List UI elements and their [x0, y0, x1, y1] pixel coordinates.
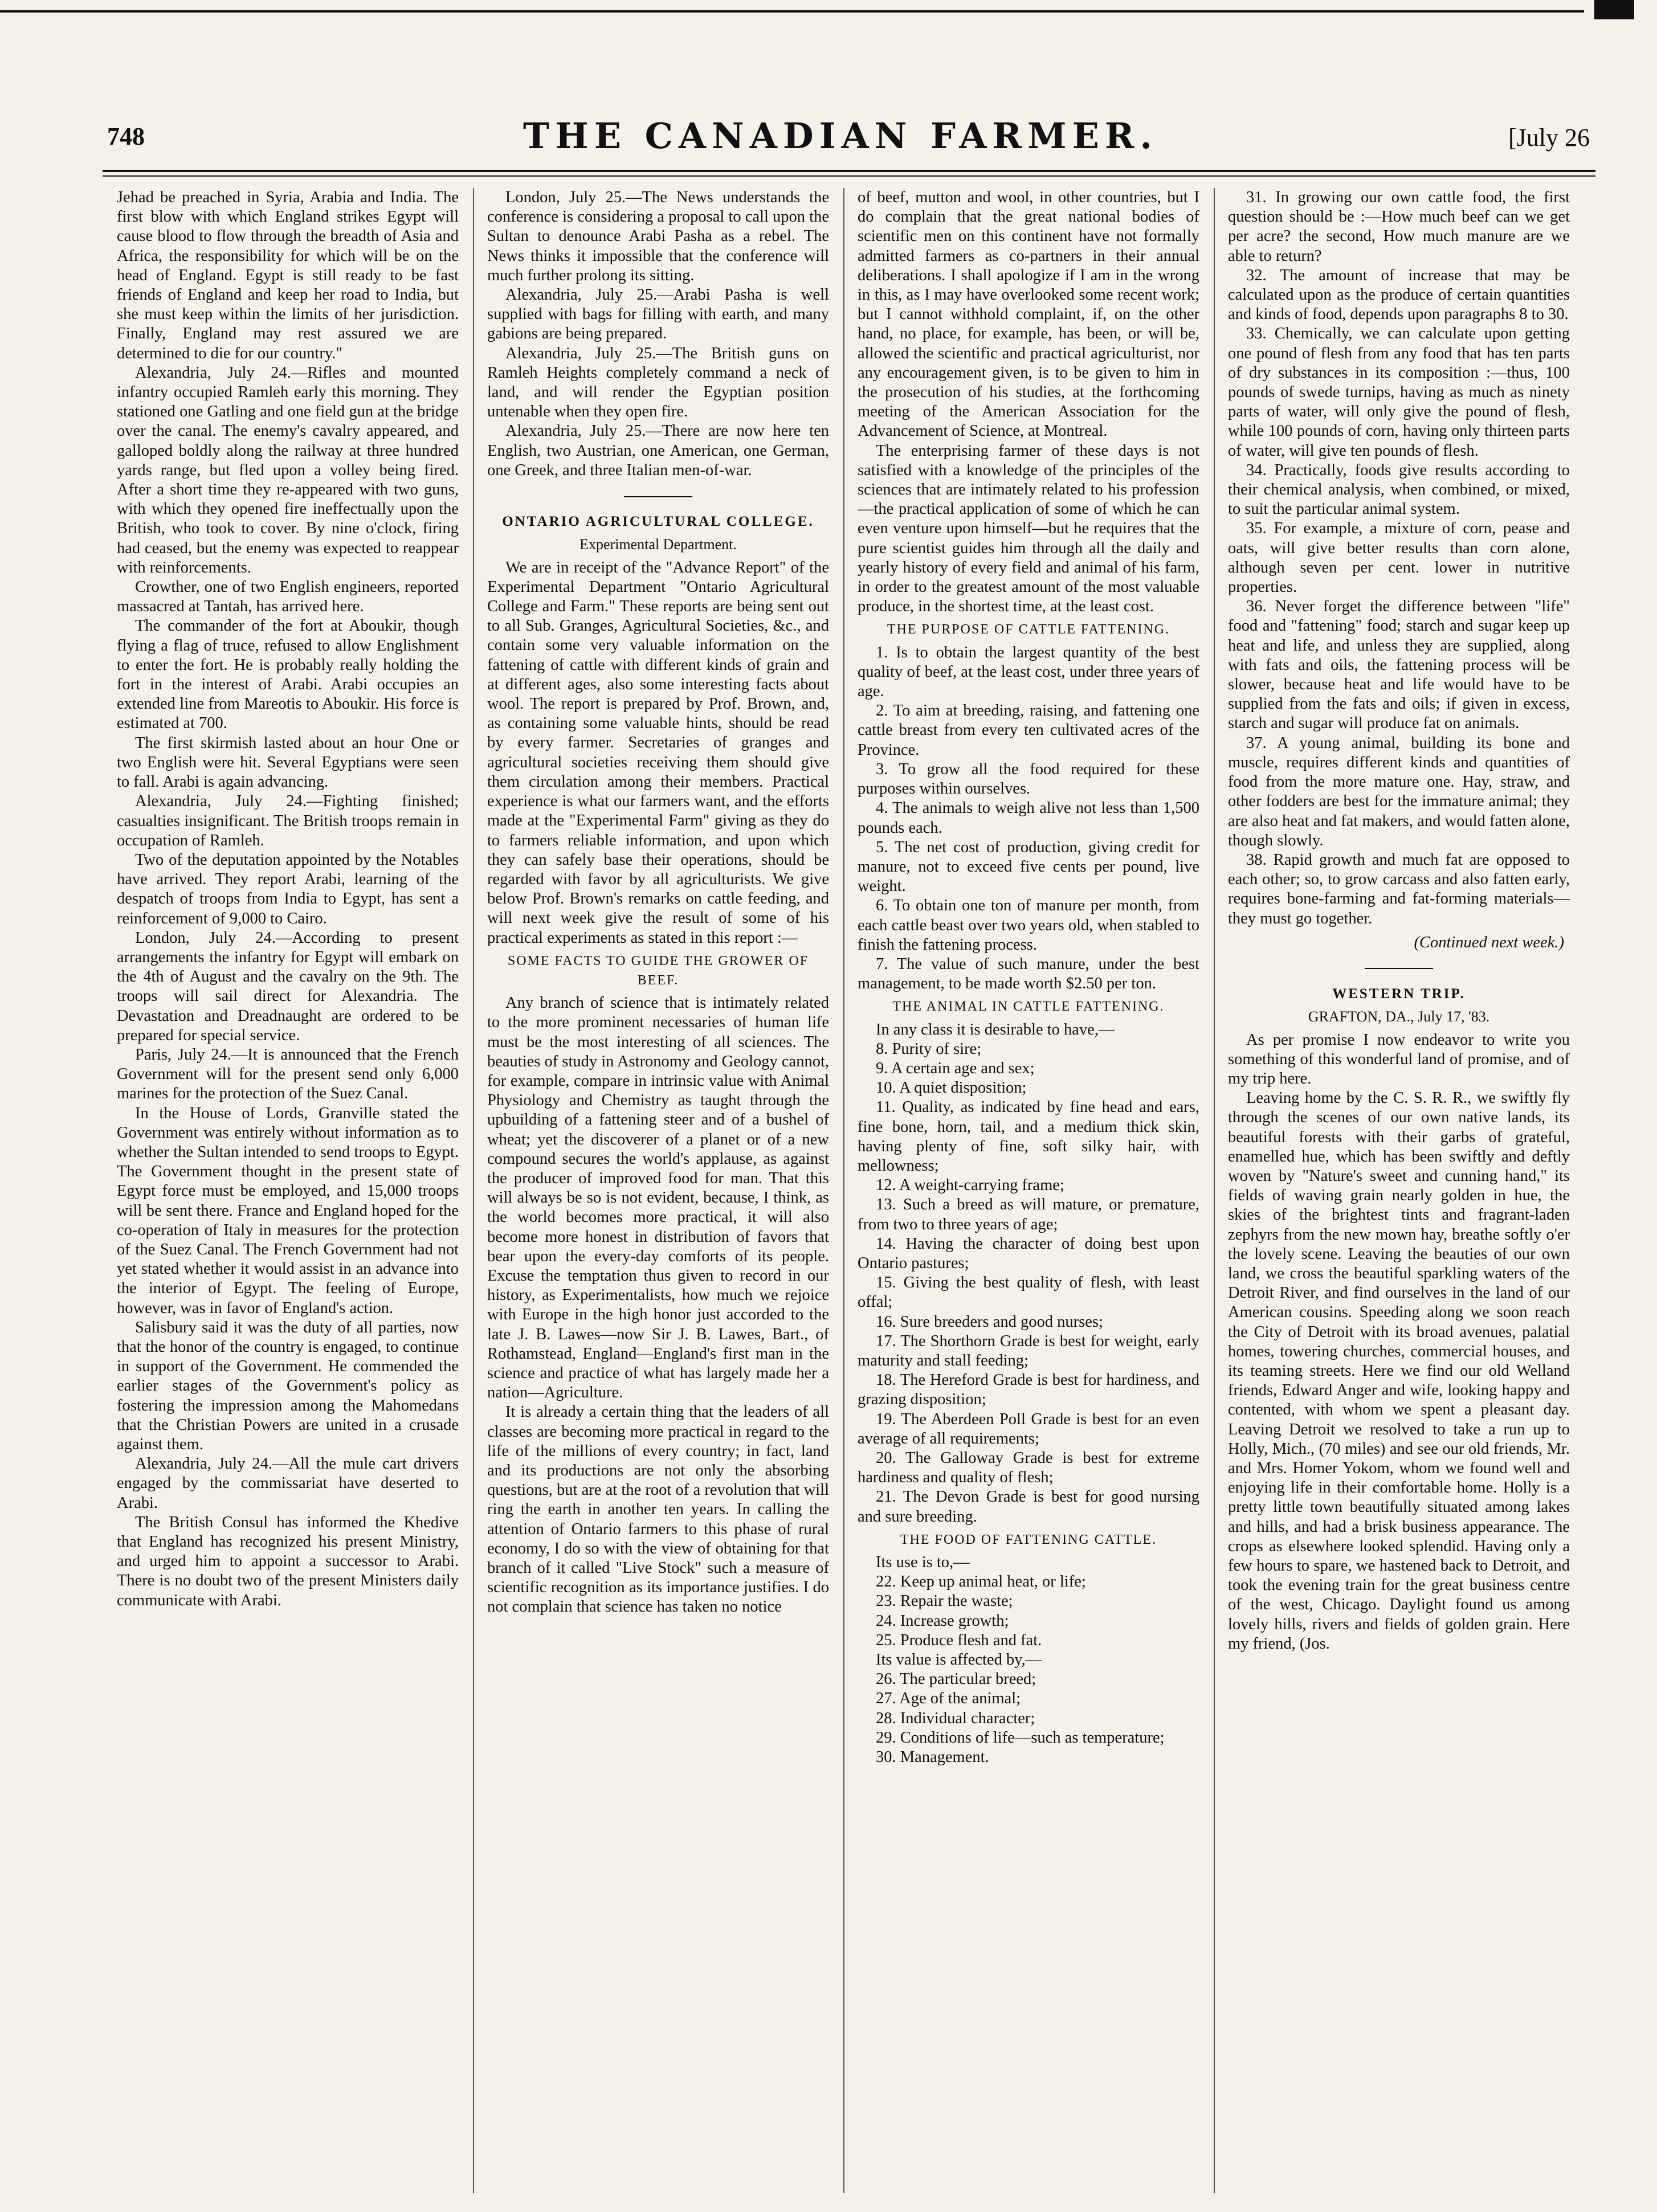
paragraph: The enterprising farmer of these days is not satisfied with a knowledge of the principles of the sciences that are intimately related to his profession —the practical application of some of which he can even venture upon himself—but he requires that the pure scientist guides him through all the daily and yearly history of every field and animal of his farm, in order to the greatest amount of the most valuable produce, in the shortest time, at the least cost. [858, 441, 1199, 616]
list-intro: Its value is affected by,— [876, 1651, 1042, 1669]
list-item: 31. In growing our own cattle food, the first question should be :—How much beef can we get per acre? the second, How much manure are we able to return? [1228, 189, 1570, 265]
column-2 [487, 188, 829, 2193]
column-4 [1228, 188, 1570, 2193]
list-item: 24. Increase growth; [876, 1612, 1009, 1630]
article-columns [117, 188, 1598, 2193]
paragraph: Two of the deputation appointed by the Notables have arrived. They report Arabi, learning of the despatch of troops from India to Egypt, has sent a reinforcement of 9,000 to Cairo. [117, 851, 459, 927]
list-item: 21. The Devon Grade is best for good nursing and sure breeding. [858, 1488, 1199, 1526]
article-heading: WESTERN TRIP. [1332, 986, 1466, 1002]
paragraph: Salisbury said it was the duty of all parties, now that the honor of the country is engaged, to continue in support of the Government. He commended the earlier stages of the Government's policy as fostering the impression among the Mahomedans that the Christian Powers are united in a crusade against them. [117, 1318, 459, 1453]
paragraph: It is already a certain thing that the leaders of all classes are becoming more practical in regard to the life of the millions of every country; in fact, land and its productions are not only the absorbing questions, but are at the root of a revolution that will ring the earth in another ten years. In calling the attention of Ontario farmers to this phase of rural economy, I do so with the view of obtaining for that branch of it called "Live Stock" such a measure of scientific recognition as its importance justifies. I do not complain that science has taken no notice [487, 1403, 829, 1616]
list-item: 28. Individual character; [876, 1709, 1035, 1727]
header-rule-thick [103, 170, 1595, 172]
section-separator [1228, 958, 1570, 978]
section-heading: SOME FACTS TO GUIDE THE GROWER OF BEEF. [507, 953, 809, 988]
column-divider [473, 188, 474, 2193]
article-dateline: GRAFTON, DA., July 17, '83. [1308, 1008, 1490, 1025]
list-item: 16. Sure breeders and good nurses; [876, 1313, 1103, 1331]
list-item: 12. A weight-carrying frame; [876, 1176, 1064, 1195]
column-divider [843, 188, 844, 2193]
list-item: 18. The Hereford Grade is best for hardiness, and grazing disposition; [858, 1371, 1199, 1409]
paragraph: We are in receipt of the "Advance Report" of the Experimental Department "Ontario Agricultural College and Farm." These reports are being sent out to all Sub. Granges, Agricultural Societies, &c., and contain some very valuable information on the fattening of cattle with different kinds of grain and at different ages, also some interesting facts about wool. The report is prepared by Prof. Brown, and, as containing some valuable hints, should be read by every farmer. Secretaries of granges and agricultural societies receiving them should give them circulation among their members. Practical experience is what our farmers want, and the efforts made at the "Experimental Farm" giving as they do to farmers reliable information, and upon which they can safely base their operations, should be regarded with favor by all agriculturists. We give below Prof. Brown's remarks on cattle feeding, and will next week give the result of some of his practical experiments as stated in this report :— [487, 558, 829, 947]
list-item: 20. The Galloway Grade is best for extreme hardiness and quality of flesh; [858, 1449, 1199, 1487]
paragraph: London, July 24.—According to present arrangements the infantry for Egypt will embark on the 4th of August and the cavalry on the 9th. The troops will sail direct for Alexandria. The Devastation and Dreadnaught are ordered to be prepared for special service. [117, 929, 459, 1044]
list-item: 8. Purity of sire; [876, 1040, 982, 1058]
list-item: 14. Having the character of doing best upon Ontario pastures; [858, 1234, 1199, 1272]
paragraph: London, July 25.—The News understands the conference is considering a proposal to call upon the Sultan to denounce Arabi Pasha as a rebel. The News thinks it impossible that the conference will much further prolong its sitting. [487, 189, 829, 284]
paragraph: Leaving home by the C. S. R. R., we swiftly fly through the scenes of our own native lands, its beautiful forests with their garbs of grateful, enamelled hue, which has been swiftly and deftly woven by "Nature's sweet and cunning hand," its fields of waving grain nearly golden in hue, the skies of the brightest tints and fragrant-laden zephyrs from the new mown hay, breathe softly o'er the lovely scene. Leaving the beauties of our own land, we cross the beautiful sparkling waters of the Detroit River, and find ourselves in the land of our American cousins. Speeding along we soon reach the City of Detroit with its broad avenues, palatial homes, towering churches, commercial houses, and its teaming streets. Here we find our old Welland friends, Edward Anger and wife, looking happy and contented, with whom we spent a pleasant day. Leaving Detroit we resolved to take a run up to Holly, Mich., (70 miles) and see our old friends, Mr. and Mrs. Homer Yokom, whom we found well and enjoying life in their comfortable home. Holly is a pretty little town beautifully situated among lakes and hills, and had a brisk business appearance. The crops as elsewhere looked splendid. Having only a few hours to spare, we hastened back to Detroit, and took the evening train for the great business centre of the west, Chicago. Daylight found us among lovely hills, rivers and fields of golden grain. Here my friend, (Jos. [1228, 1089, 1570, 1653]
paragraph: Alexandria, July 25.—Arabi Pasha is well supplied with bags for filling with earth, and many gabions are being prepared. [487, 286, 829, 343]
top-corner-block [1594, 0, 1634, 19]
column-divider [1214, 188, 1215, 2193]
paragraph: The British Consul has informed the Khedive that England has recognized his present Ministry, and urged him to appoint a successor to Arabi. There is no doubt two of the present Ministers daily communicate with Arabi. [117, 1513, 459, 1609]
top-rule-line [0, 10, 1584, 13]
list-item: 23. Repair the waste; [876, 1592, 1013, 1610]
list-item: 6. To obtain one ton of manure per month, from each cattle beast over two years old, when stabled to finish the fattening process. [858, 897, 1199, 954]
list-item: 27. Age of the animal; [876, 1690, 1021, 1708]
section-heading: THE FOOD OF FATTENING CATTLE. [900, 1532, 1157, 1547]
list-item: 10. A quiet disposition; [876, 1079, 1027, 1097]
section-separator [487, 486, 829, 505]
page-header [85, 112, 1595, 163]
paragraph: Jehad be preached in Syria, Arabia and India. The first blow with which England strikes Egypt will cause blood to flow through the breadth of Asia and Africa, the responsibility for which will be on the head of England. Egypt is still ready to be fast friends of England and keep her road to India, but she must keep within the limits of her jurisdiction. Finally, England may rest assured we are determined to die for our country." [117, 189, 459, 362]
list-item: 7. The value of such manure, under the best management, to be made worth $2.50 per ton. [858, 955, 1199, 993]
paragraph: Paris, July 24.—It is announced that the French Government will for the present send only 6,000 marines for the protection of the Suez Canal. [117, 1045, 459, 1103]
paragraph: As per promise I now endeavor to write you something of this wonderful land of promise, and of my trip here. [1228, 1031, 1570, 1087]
list-item: 22. Keep up animal heat, or life; [876, 1573, 1086, 1591]
list-item: 35. For example, a mixture of corn, pease and oats, will give better results than corn alone, although seven per cent. lower in nutritive properties. [1228, 520, 1570, 596]
list-item: 5. The net cost of production, giving credit for manure, not to exceed five cents per pound, live weight. [858, 838, 1199, 896]
top-edge-rule [0, 0, 1657, 23]
list-item: 34. Practically, foods give results according to their chemical analysis, when combined, or mixed, to suit the particular animal system. [1228, 461, 1570, 518]
section-heading: THE PURPOSE OF CATTLE FATTENING. [887, 622, 1170, 637]
page-number: 748 [107, 122, 145, 150]
header-rule-thin [103, 175, 1595, 177]
section-heading: THE ANIMAL IN CATTLE FATTENING. [892, 999, 1165, 1015]
continued-note: (Continued next week.) [1414, 933, 1564, 951]
list-item: 37. A young animal, building its bone and muscle, requires different kinds and quantities of food from the more mature one. Hay, straw, and other fodders are best for the immature animal; they are also heat and fat makers, and would fatten alone, though slowly. [1228, 734, 1570, 849]
issue-date: [July 26 [1508, 124, 1590, 152]
paragraph: Alexandria, July 24.—All the mule cart drivers engaged by the commissariat have deserted to Arabi. [117, 1455, 459, 1512]
list-item: 1. Is to obtain the largest quantity of the best quality of beef, at the least cost, under three years of age. [858, 643, 1199, 701]
masthead-title: THE CANADIAN FARMER. [523, 115, 1158, 157]
list-item: 15. Giving the best quality of flesh, with least offal; [858, 1274, 1199, 1311]
list-item: 19. The Aberdeen Poll Grade is best for an even average of all requirements; [858, 1410, 1199, 1448]
list-item: 26. The particular breed; [876, 1670, 1036, 1688]
paragraph: Any branch of science that is intimately related to the more prominent necessaries of human life must be the most interesting of all sciences. The beauties of study in Astronomy and Geology cannot, for example, compare in intrinsic value with Animal Physiology and Chemistry as taught through the upbuilding of a fattening steer and of a bushel of wheat; yet the discoverer of a planet or of a new compound secures the world's applause, as against the producer of improved food for man. That this will always be so is not evident, because, I think, as the world becomes more practical, it will also become more honest in distribution of favors that bear upon the every-day comforts of its people. Excuse the temptation thus given to record in our history, as Experimentalists, how much we rejoice with Europe in the high honor just accorded to the late J. B. Lawes—now Sir J. B. Lawes, Bart., of Rothamstead, England—England's first man in the science and practice of what has largely made her a nation—Agriculture. [487, 994, 829, 1402]
list-intro: In any class it is desirable to have,— [876, 1020, 1115, 1038]
list-item: 36. Never forget the difference between "life" food and "fattening" food; starch and sugar keep up heat and life, and unless they are supplied, along with fats and oils, the fattening process will be slower, because heat and life would have to be supplied from the fats and oils; if given in excess, starch and sugar will produce fat on animals. [1228, 598, 1570, 733]
paragraph: Alexandria, July 25.—There are now here ten English, two Austrian, one American, one German, one Greek, and three Italian men-of-war. [487, 422, 829, 479]
paragraph: The commander of the fort at Aboukir, though flying a flag of truce, refused to allow Englishment to enter the fort. He is probably really holding the fort in the interest of Arabi. Arabi occupies an extended line from Mareotis to Aboukir. His force is estimated at 700. [117, 617, 459, 733]
article-subheading: Experimental Department. [579, 536, 737, 553]
list-item: 32. The amount of increase that may be calculated upon as the produce of certain quantities and kinds of food, depends upon paragraphs 8 to 30. [1228, 266, 1570, 324]
list-item: 29. Conditions of life—such as temperature; [876, 1728, 1165, 1747]
list-item: 11. Quality, as indicated by fine head and ears, fine bone, horn, tail, and a medium thick skin, having plenty of fine, soft silky hair, with mellowness; [858, 1098, 1199, 1175]
paragraph: Alexandria, July 24.—Fighting finished; casualties insignificant. The British troops remain in occupation of Ramleh. [117, 792, 459, 849]
list-intro: Its use is to,— [876, 1553, 970, 1572]
list-item: 38. Rapid growth and much fat are opposed to each other; so, to grow carcass and also fatten early, requires bone-farming and fat-forming materials—they must go together. [1228, 851, 1570, 927]
article-heading: ONTARIO AGRICULTURAL COLLEGE. [502, 514, 814, 530]
paragraph: In the House of Lords, Granville stated the Government was entirely without information as to whether the Sultan intended to send troops to Egypt. The Government thought in the present state of Egypt force must be employed, and 15,000 troops will be sent there. France and England hoped for the co-operation of Italy in measures for the protection of the Suez Canal. The French Government had not yet stated whether it would assist in an advance into the interior of Egypt. The feeling of Europe, however, was in favor of England's action. [117, 1104, 459, 1317]
list-item: 33. Chemically, we can calculate upon getting one pound of flesh from any food that has ten parts of dry substances in its composition :—thus, 100 pounds of swede turnips, having as much as ninety parts of water, will only give the pound of flesh, while 100 pounds of corn, having only thirteen parts of water, will give ten pounds of flesh. [1228, 325, 1570, 460]
list-item: 2. To aim at breeding, raising, and fattening one cattle breast from every ten cultivated acres of the Province. [858, 702, 1199, 759]
list-item: 25. Produce flesh and fat. [876, 1631, 1042, 1649]
list-item: 13. Such a breed as will mature, or premature, from two to three years of age; [858, 1196, 1199, 1233]
column-1 [117, 188, 459, 2193]
column-3 [858, 188, 1199, 2193]
list-item: 17. The Shorthorn Grade is best for weight, early maturity and stall feeding; [858, 1332, 1199, 1369]
paragraph: The first skirmish lasted about an hour One or two English were hit. Several Egyptians were seen to fall. Arabi is again advancing. [117, 734, 459, 791]
paragraph: Alexandria, July 25.—The British guns on Ramleh Heights completely command a neck of land, and will render the Egyptian position untenable when they open fire. [487, 344, 829, 421]
paragraph: Crowther, one of two English engineers, reported massacred at Tantah, has arrived here. [117, 578, 459, 616]
list-item: 30. Management. [876, 1748, 989, 1767]
list-item: 4. The animals to weigh alive not less than 1,500 pounds each. [858, 799, 1199, 837]
paragraph: Alexandria, July 24.—Rifles and mounted infantry occupied Ramleh early this morning. They stationed one Gatling and one field gun at the bridge over the canal. The enemy's cavalry appeared, and galloped boldly along the railway at three hundred yards range, but fled upon a volley being fired. After a short time they re-appeared with two guns, with which they opened fire ineffectually upon the British, who took to cover. By nine o'clock, firing had ceased, but the enemy was expected to reappear with reinforcements. [117, 363, 459, 576]
list-item: 9. A certain age and sex; [876, 1059, 1035, 1077]
paragraph: of beef, mutton and wool, in other countries, but I do complain that the great national bodies of scientific men on this continent have not formally admitted farmers as co-partners in their annual deliberations. I shall apologize if I am in the wrong in this, as I may have overlooked some recent work; but I cannot withhold complaint, if, on the other hand, no place, for example, has been, or will be, allowed the scientific and practical agriculturist, nor any encouragement given, is to be given to him in the prosecution of his studies, at the forthcoming meeting of the American Association for the Advancement of Science, at Montreal. [858, 189, 1199, 440]
list-item: 3. To grow all the food required for these purposes within ourselves. [858, 760, 1199, 798]
